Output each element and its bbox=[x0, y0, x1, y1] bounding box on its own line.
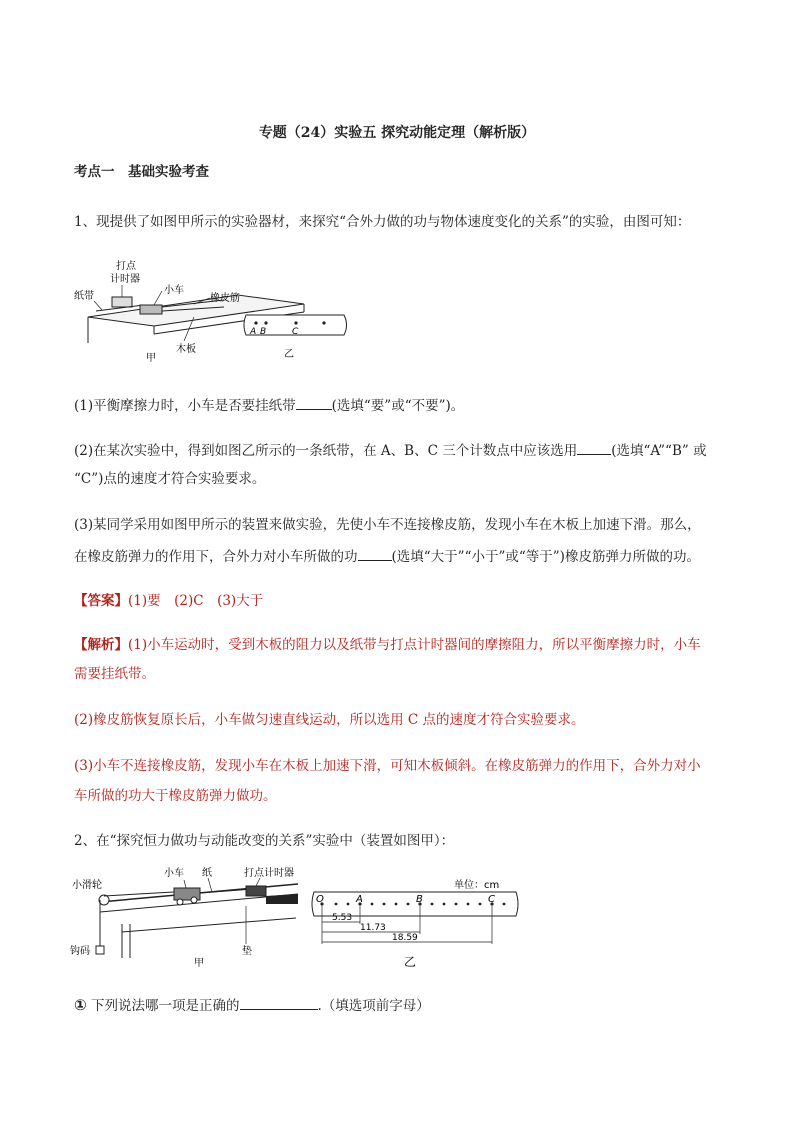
label-yi: 乙 bbox=[284, 349, 294, 360]
q1-part1-text: (1)平衡摩擦力时，小车是否要挂纸带 bbox=[74, 398, 296, 414]
label-point-c2: C bbox=[488, 894, 495, 905]
section-heading: 考点一 基础实验考查 bbox=[74, 164, 209, 180]
q1-analysis-line4: (3)小车不连接橡皮筋，发现小车在木板上加速下滑，可知木板倾斜。在橡皮筋弹力的作用下，合外力对小 bbox=[74, 758, 701, 774]
q1-analysis-line5: 车所做的功大于橡皮筋弹力做功。 bbox=[74, 788, 277, 804]
q1-part1 bbox=[74, 394, 464, 416]
label-cart-2: 小车 bbox=[164, 868, 184, 879]
q1-part2-text: (2)在某次实验中，得到如图乙所示的一条纸带，在 A、B、C 三个计数点中应该选用 bbox=[74, 443, 578, 459]
label-yi-2: 乙 bbox=[404, 955, 417, 969]
label-point-c: C bbox=[292, 327, 299, 337]
q1-part1-blank bbox=[296, 394, 332, 410]
answer-text: (1)要 (2)C (3)大于 bbox=[128, 593, 264, 609]
label-dist-ob: 11.73 bbox=[360, 923, 386, 933]
q1-analysis-line3: (2)橡皮筋恢复原长后，小车做匀速直线运动，所以选用 C 点的速度才符合实验要求。 bbox=[74, 712, 585, 728]
label-rubber-band: 橡皮筋 bbox=[210, 293, 240, 304]
label-cart: 小车 bbox=[164, 285, 184, 296]
q1-answer bbox=[74, 591, 263, 611]
q2-sub1 bbox=[74, 994, 430, 1016]
label-timer-1: 打点 bbox=[116, 261, 136, 272]
label-timer-2b: 打点计时器 bbox=[244, 868, 294, 879]
label-jia-2: 甲 bbox=[194, 958, 204, 969]
q1-apparatus-diagram bbox=[74, 259, 304, 364]
q2-sub1-blank bbox=[240, 994, 318, 1010]
label-point-a: A bbox=[250, 327, 257, 337]
label-board: 木板 bbox=[176, 344, 196, 355]
q2-apparatus-diagram bbox=[70, 866, 298, 969]
q1-part3-line1: (3)某同学采用如图甲所示的装置来做实验，先使小车不连接橡皮筋，发现小车在木板上加速下滑。那么， bbox=[74, 517, 701, 533]
q1-figure bbox=[74, 255, 364, 370]
q1-part3-line2 bbox=[74, 545, 700, 567]
label-pad: 垫 bbox=[242, 946, 252, 957]
q1-part3-text: 在橡皮筋弹力的作用下，合外力对小车所做的功 bbox=[74, 549, 358, 565]
page-title: 专题（24）实验五 探究动能定理（解析版） bbox=[258, 125, 536, 141]
label-point-b2: B bbox=[416, 894, 423, 905]
q2-sub1-text: 下列说法哪一项是正确的 bbox=[86, 998, 240, 1014]
label-tape: 纸带 bbox=[74, 291, 94, 302]
q1-part2-blank bbox=[577, 439, 611, 455]
label-dist-oa: 5.53 bbox=[332, 913, 353, 923]
q2-sub1-hint: .（填选项前字母） bbox=[317, 998, 430, 1014]
q1-part3-hint: (选填“大于”“小于”或“等于”)橡皮筋弹力所做的功。 bbox=[391, 549, 700, 565]
q2-figure bbox=[70, 862, 530, 974]
q1-part2-line2: “C”)点的速度才符合实验要求。 bbox=[74, 471, 266, 487]
label-paper: 纸 bbox=[202, 868, 212, 879]
q1-tape-diagram bbox=[244, 315, 347, 360]
q1-part2-line1 bbox=[74, 439, 707, 461]
q1-intro: 1、现提供了如图甲所示的实验器材，来探究“合外力做的功与物体速度变化的关系”的实验，由图可知： bbox=[74, 214, 691, 230]
q1-part3-blank bbox=[358, 545, 392, 561]
label-point-b: B bbox=[260, 327, 267, 337]
label-unit: 单位：cm bbox=[454, 880, 500, 891]
label-point-a2: A bbox=[356, 894, 363, 905]
q1-analysis-line1 bbox=[74, 635, 701, 655]
q2-sub1-number: ① bbox=[74, 996, 87, 1014]
label-pulley: 小滑轮 bbox=[72, 880, 102, 891]
q2-intro: 2、在“探究恒力做功与动能改变的关系”实验中（装置如图甲）： bbox=[74, 833, 455, 849]
q1-part2-hint: (选填“A”“B” 或 bbox=[611, 443, 707, 459]
label-dist-oc: 18.59 bbox=[392, 933, 418, 943]
label-timer-2: 计时器 bbox=[110, 274, 140, 285]
q1-part1-hint: (选填“要”或“不要”)。 bbox=[331, 398, 465, 414]
q1-analysis-line2: 需要挂纸带。 bbox=[74, 666, 155, 682]
label-jia: 甲 bbox=[146, 353, 156, 364]
analysis-label: 【解析】 bbox=[74, 637, 128, 653]
q2-tape-diagram bbox=[312, 878, 518, 969]
analysis-text-1a: (1)小车运动时，受到木板的阻力以及纸带与打点计时器间的摩擦阻力，所以平衡摩擦力时，小车 bbox=[128, 637, 701, 653]
label-hook-weight: 钩码 bbox=[70, 946, 90, 957]
label-point-o: O bbox=[316, 894, 324, 905]
answer-label: 【答案】 bbox=[74, 593, 128, 609]
